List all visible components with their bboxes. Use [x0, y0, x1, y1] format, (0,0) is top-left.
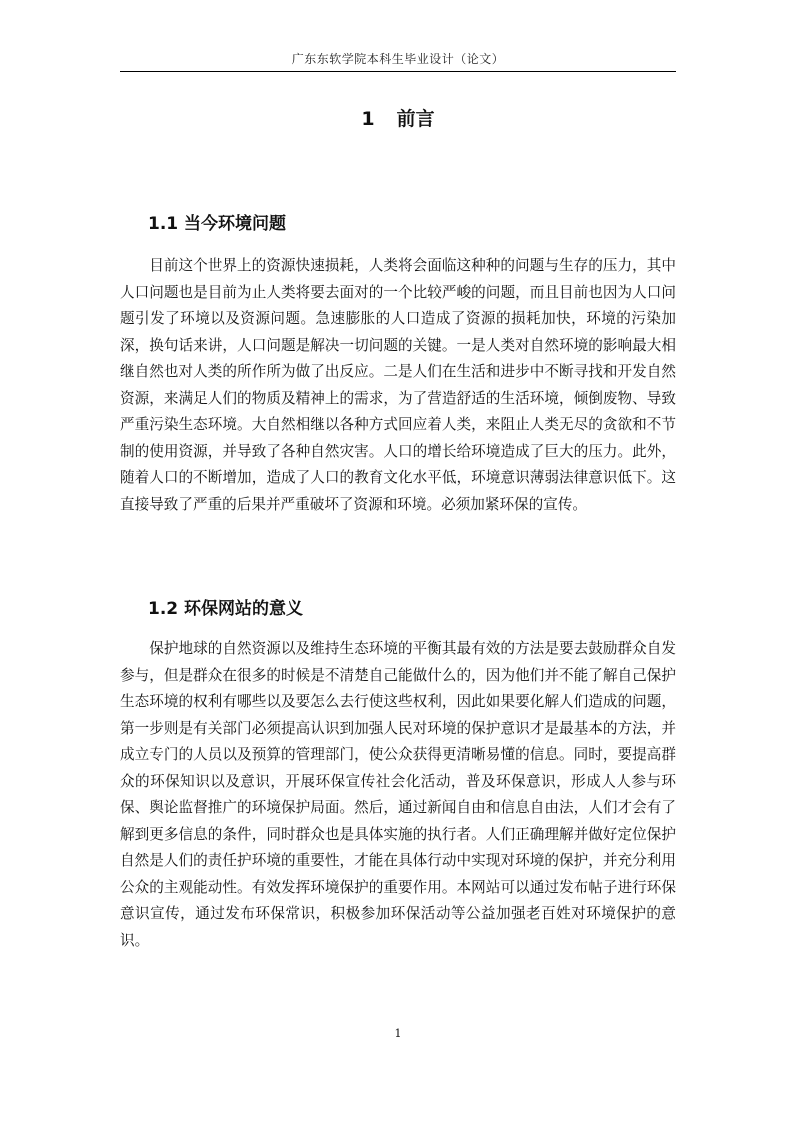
section-paragraph: 保护地球的自然资源以及维持生态环境的平衡其最有效的方法是要去鼓励群众自发参与，但是群众在很多的时候是不清楚自己能做什么的，因为他们并不能了解自己保护生态环境的权利有哪些以及要怎么去行使这些权利，因此如果要化解人们造成的问题，第一步则是有关部门必须提高认识到加强人民对环境的保护意识才是最基本的方法，并成立专门的人员以及预算的管理部门，使公众获得更清晰易懂的信息。同时，要提高群众的环保知识以及意识，开展环保宣传社会化活动，普及环保意识，形成人人参与环保、舆论监督推广的环境保护局面。然后，通过新闻自由和信息自由法，人们才会有了解到更多信息的条件，同时群众也是具体实施的执行者。人们正确理解并做好定位保护自然是人们的责任护环境的重要性，才能在具体行动中实现对环境的保护，并充分利用公众的主观能动性。有效发挥环境保护的重要作用。本网站可以通过发布帖子进行环保意识宣传，通过发布环保常识，积极参加环保活动等公益加强老百姓对环境保护的意识。: [120, 640, 676, 949]
header-rule: [120, 71, 676, 72]
section-title: 1.1 当今环境问题: [148, 214, 287, 234]
section-title: 1.2 环保网站的意义: [148, 599, 304, 619]
chapter-title-text: 前言: [396, 108, 435, 130]
page-number: 1: [394, 1027, 402, 1040]
chapter-number: 1: [361, 108, 375, 130]
chapter-title: [120, 104, 676, 131]
page-header: 广东东软学院本科生毕业设计（论文）: [291, 52, 505, 66]
section-paragraph: 目前这个世界上的资源快速损耗，人类将会面临这种种的问题与生存的压力，其中人口问题也是目前为止人类将要去面对的一个比较严峻的问题，而且目前也因为人口问题引发了环境以及资源问题。急速膨胀的人口造成了资源的损耗加快，环境的污染加深，换句话来讲，人口问题是解决一切问题的关键。一是人类对自然环境的影响最大相继自然也对人类的所作所为做了出反应。二是人们在生活和进步中不断寻找和开发自然资源，来满足人们的物质及精神上的需求，为了营造舒适的生活环境，倾倒废物、导致严重污染生态环境。大自然相继以各种方式回应着人类，来阻止人类无尽的贪欲和不节制的使用资源，并导致了各种自然灾害。人口的增长给环境造成了巨大的压力。此外，随着人口的不断增加，造成了人口的教育文化水平低，环境意识薄弱法律意识低下。这直接导致了严重的后果并严重破坏了资源和环境。必须加紧环保的宣传。: [120, 257, 676, 513]
